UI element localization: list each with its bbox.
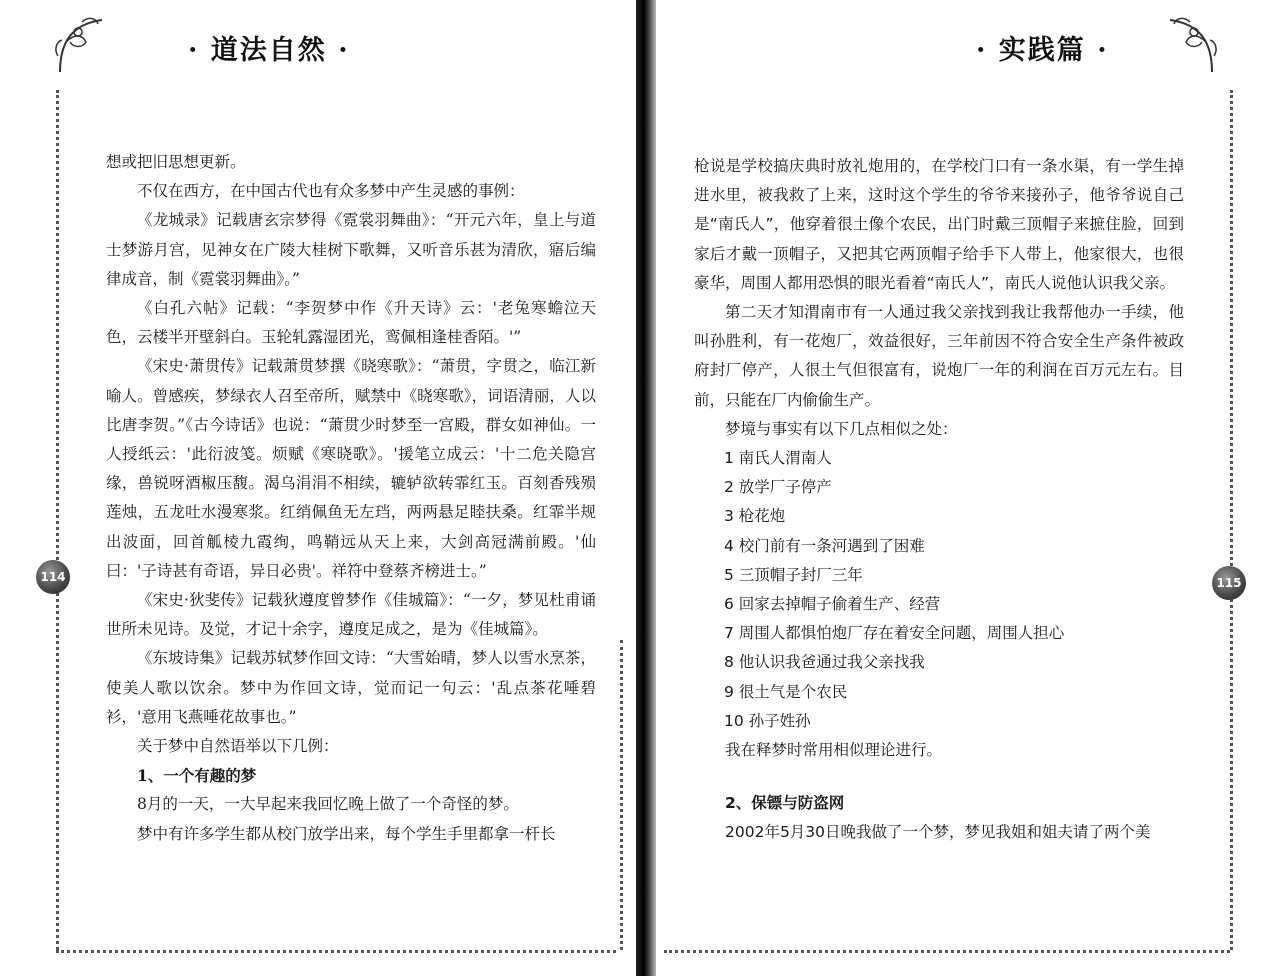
paragraph: 梦境与事实有以下几点相似之处： — [725, 419, 958, 438]
list-item: 3 枪花炮 — [724, 507, 786, 526]
section-heading: 1、一个有趣的梦 — [137, 766, 257, 786]
list-item: 9 很土气是个农民 — [724, 682, 848, 701]
paragraph: 想或把旧思想更新。 — [106, 153, 246, 171]
list-item: 10 孙子姓孙 — [724, 711, 811, 730]
page-number-badge: 114 — [36, 560, 70, 594]
left-page-header: · 道法自然 · — [188, 35, 350, 66]
paragraph: 关于梦中自然语举以下几例： — [137, 737, 339, 756]
paragraph: 《白孔六帖》记载：“李贺梦中作《升天诗》云：'老兔寒蟾泣天色，云楼半开壁斜白。玉轮轧露湿团光，鸾佩相逢桂香陌。'” — [106, 299, 596, 347]
left-page — [0, 0, 636, 976]
paragraph: 枪说是学校搞庆典时放礼炮用的，在学校门口有一条水渠，有一学生掉进水里，被我救了上来，这时这个学生的爷爷来接孙子，他爷爷说自己是“南氏人”，他穿着很土像个农民，出门时戴三顶帽子来摭住脸，回到家后才戴一顶帽子，又把其它两顶帽子给手下人带上，他家很大，也很豪华，周围人都用恐惧的眼光看着“南氏人”，南氏人说他认识我父亲。 — [694, 157, 1184, 292]
left-page-body — [106, 148, 596, 849]
paragraph: 《东坡诗集》记载苏轼梦作回文诗：“大雪始晴，梦人以雪水烹茶，使美人歌以饮余。梦中为作回文诗，觉而记一句云：'乱点茶花唾碧衫，'意用飞燕唾花故事也。” — [106, 649, 596, 726]
paragraph: 第二天才知渭南市有一人通过我父亲找到我让我帮他办一手续，他叫孙胜利，有一花炮厂，效益很好，三年前因不符合安全生产条件被政府封厂停产，人很土气但很富有，说炮厂一年的利润在百万元左右。目前，只能在厂内偷偷生产。 — [694, 303, 1184, 409]
list-item: 6 回家去掉帽子偷着生产、经营 — [724, 595, 941, 614]
list-item: 2 放学厂子停产 — [724, 478, 832, 497]
spacer — [694, 765, 1184, 789]
bottom-border-dots — [56, 950, 616, 956]
paragraph: 《宋史·萧贯传》记载萧贯梦撰《晓寒歌》：“萧贯，字贯之，临江新喻人。曾感疾，梦绿衣人召至帝所，赋禁中《晓寒歌》，词语清丽，人以比唐李贺。”《古今诗话》也说：“萧贯少时梦至一宫殿，群女如神仙。一人授纸云：'此衍波笺。烦赋《寒晓歌》。'援笔立成云：'十二危关隐宫缘，兽锐呀酒椒压馥。渴乌涓涓不相续，辘轳欲转霏红玉。百刻香残殒莲烛，五龙吐水漫寒浆。红绡佩鱼无左珰，两两悬足睦扶桑。红霏半规出波面，回首觚棱九霞绚，鸣鞘远从天上来，大剑高冠满前殿。'仙曰：'子诗甚有奇语，异日必贵'。祥符中登蔡齐榜进士。” — [106, 357, 596, 580]
right-page — [656, 0, 1280, 976]
paragraph: 我在释梦时常用相似理论进行。 — [725, 741, 943, 760]
paragraph: 《龙城录》记载唐玄宗梦得《霓裳羽舞曲》：“开元六年，皇上与道士梦游月宫，见神女在广陵大桂树下歌舞，又听音乐甚为清欣，寤后编律成音，制《霓裳羽舞曲》。” — [106, 211, 596, 288]
list-item: 8 他认识我爸通过我父亲找我 — [724, 653, 925, 672]
left-border-dots — [56, 90, 62, 950]
paragraph: 8月的一天，一大早起来我回忆晚上做了一个奇怪的梦。 — [137, 795, 519, 814]
list-item: 7 周围人都惧怕炮厂存在着安全问题，周围人担心 — [724, 624, 1065, 643]
bottom-border-dots — [664, 950, 1230, 956]
list-item: 1 南氏人渭南人 — [724, 449, 832, 468]
book-spine — [636, 0, 656, 976]
page-number-badge: 115 — [1212, 566, 1246, 600]
paragraph: 《宋史·狄斐传》记载狄遵度曾梦作《佳城篇》：“一夕，梦见杜甫诵世所未见诗。及觉，才记十余字，遵度足成之，是为《佳城篇》。 — [106, 591, 596, 639]
paragraph: 2002年5月30日晚我做了一个梦，梦见我姐和姐夫请了两个美 — [725, 823, 1151, 842]
list-item: 5 三顶帽子封厂三年 — [724, 565, 863, 584]
list-item: 4 校门前有一条河遇到了困难 — [724, 536, 925, 555]
gutter-border-dots — [620, 640, 626, 950]
corner-ornament-icon — [52, 12, 112, 82]
section-heading: 2、保镖与防盗网 — [725, 794, 845, 813]
corner-ornament-icon — [1160, 12, 1220, 82]
right-page-body — [694, 152, 1184, 848]
right-page-header: · 实践篇 · — [976, 35, 1109, 66]
right-border-dots — [1230, 90, 1236, 950]
paragraph: 梦中有许多学生都从校门放学出来，每个学生手里都拿一杆长 — [137, 824, 556, 843]
paragraph: 不仅在西方，在中国古代也有众多梦中产生灵感的事例： — [137, 182, 525, 201]
